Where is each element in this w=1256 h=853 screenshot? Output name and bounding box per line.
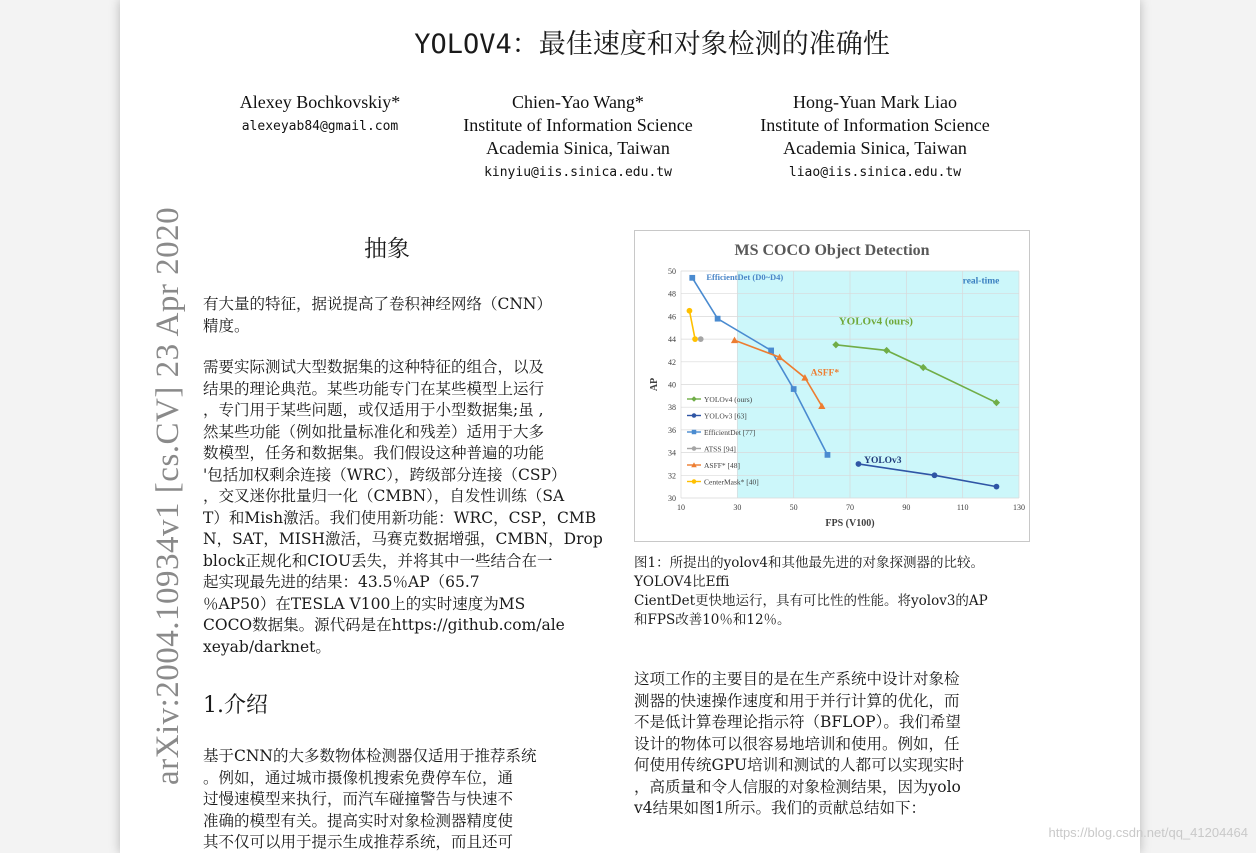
figure-1-chart: [634, 230, 1030, 542]
text-line: T）和Mish激活。我们使用新功能：WRC，CSP，CMB: [203, 508, 597, 527]
legend-entry: CenterMask* [40]: [704, 477, 759, 487]
text-line: 何使用传统GPU培训和测试的人都可以实现实时: [634, 756, 965, 774]
y-tick-label: 34: [668, 448, 676, 458]
author-affiliation: Academia Sinica, Taiwan: [486, 138, 670, 158]
author-2: [438, 91, 718, 184]
abstract-paragraph-2: [203, 357, 603, 658]
legend-marker: [692, 446, 696, 450]
author-affiliation: Institute of Information Science: [463, 115, 693, 135]
text-line: 精度。: [203, 316, 250, 335]
series-line-5: [689, 311, 695, 339]
data-point: [994, 484, 1000, 490]
author-3: [735, 91, 1015, 184]
x-tick-label: 110: [956, 503, 969, 512]
text-line: ，交叉迷你批量归一化（CMBN），自发性训练（SA: [203, 487, 565, 505]
chart-annotation: EfficientDet (D0~D4): [706, 272, 784, 283]
y-tick-label: 42: [668, 357, 676, 367]
abstract-heading: 抽象: [364, 236, 410, 262]
arxiv-id-text: arXiv:2004.10934v1 [cs.CV] 23 Apr 2020: [150, 206, 186, 785]
text-line: 这项工作的主要目的是在生产系统中设计对象检: [634, 670, 960, 688]
x-tick-label: 130: [1013, 503, 1025, 512]
data-point: [932, 472, 938, 478]
y-axis-label: AP: [649, 377, 660, 392]
text-line: 有大量的特征，据说提高了卷积神经网络（CNN）: [203, 295, 552, 313]
data-point: [689, 275, 695, 281]
right-column-paragraph: [634, 669, 964, 820]
author-name: Alexey Bochkovskiy*: [239, 92, 401, 112]
text-line: xeyab/darknet。: [203, 637, 331, 656]
text-line: v4结果如图1所示。我们的贡献总结如下：: [634, 799, 926, 817]
x-tick-label: 50: [789, 503, 798, 512]
text-line: 基于CNN的大多数物体检测器仅适用于推荐系统: [203, 747, 537, 765]
author-name: Chien-Yao Wang*: [512, 92, 644, 112]
text-line: 过慢速模型来执行，而汽车碰撞警告与快速不: [203, 790, 514, 808]
y-tick-label: 44: [668, 335, 676, 345]
data-point: [715, 316, 721, 322]
caption-line: YOLOV4比Effi: [634, 574, 730, 590]
figure-1-caption: [634, 554, 988, 630]
chart-annotation: YOLOv3: [864, 455, 902, 466]
legend-entry: YOLOv3 [63]: [704, 411, 747, 421]
data-point: [856, 461, 862, 467]
y-tick-label: 46: [668, 312, 676, 322]
data-point: [692, 336, 698, 342]
text-line: 。例如，通过城市摄像机搜索免费停车位，通: [203, 768, 514, 787]
x-tick-label: 70: [846, 503, 854, 512]
text-line: COCO数据集。源代码是在https://github.com/ale: [203, 616, 565, 634]
chart-title: MS COCO Object Detection: [734, 242, 930, 259]
text-line: 其不仅可以用于提示生成推荐系统，而且还可: [203, 833, 514, 851]
text-line: ％AP50）在TESLA V100上的实时速度为MS: [203, 594, 526, 613]
chart-annotation: ASFF*: [810, 368, 840, 379]
chart-annotation: YOLOv4 (ours): [838, 315, 913, 328]
legend-marker: [692, 479, 696, 483]
text-line: block正规化和CIOU丢失，并将其中一些结合在一: [203, 551, 553, 570]
text-line: 准确的模型有关。提高实时对象检测器精度使: [203, 811, 514, 830]
y-tick-label: 48: [668, 289, 676, 299]
text-line: 设计的物体可以很容易地培训和使用。例如，任: [634, 734, 960, 753]
caption-line: 和FPS改善10％和12％。: [634, 612, 791, 628]
x-tick-label: 90: [902, 503, 911, 512]
y-tick-label: 30: [668, 494, 676, 503]
caption-line: CientDet更快地运行，具有可比性的性能。将yolov3的AP: [634, 593, 988, 609]
legend-entry: ASFF* [48]: [704, 461, 741, 470]
y-tick-label: 40: [668, 380, 676, 390]
text-line: 然某些功能（例如批量标准化和残差）适用于大多: [203, 422, 545, 441]
legend-marker: [691, 396, 697, 402]
author-email: liao@iis.sinica.edu.tw: [788, 165, 962, 180]
author-1: [220, 91, 420, 138]
watermark: https://blog.csdn.net/qq_41204464: [1048, 825, 1248, 840]
introduction-paragraph: [203, 746, 537, 853]
legend-entry: ATSS [94]: [704, 444, 736, 454]
y-tick-label: 50: [668, 267, 676, 276]
author-email: alexeyab84@gmail.com: [241, 119, 399, 134]
x-tick-label: 30: [733, 503, 742, 512]
y-tick-label: 36: [668, 425, 676, 435]
author-affiliation: Institute of Information Science: [760, 115, 990, 135]
paper-page: [120, 0, 1140, 853]
legend-entry: YOLOv4 (ours): [704, 395, 753, 404]
y-tick-label: 32: [668, 471, 676, 481]
legend-entry: EfficientDet [77]: [704, 428, 756, 437]
y-tick-label: 38: [668, 403, 676, 413]
text-line: ，高质量和令人信服的对象检测结果，因为yolo: [634, 777, 961, 796]
text-line: '包括加权剩余连接（WRC），跨级部分连接（CSP）: [203, 465, 567, 484]
legend-marker: [692, 413, 696, 417]
x-tick-label: 10: [677, 503, 685, 512]
abstract-paragraph-1: [203, 294, 552, 337]
text-line: 起实现最先进的结果：43.5％AP（65.7: [203, 573, 480, 591]
paper-title: YOLOV4：最佳速度和对象检测的准确性: [414, 29, 890, 60]
data-point: [698, 336, 704, 342]
text-line: ，专门用于某些问题，或仅适用于小型数据集;虽 ,: [203, 401, 544, 419]
arxiv-identifier: [148, 200, 188, 785]
author-email: kinyiu@iis.sinica.edu.tw: [484, 165, 672, 180]
x-axis-label: FPS (V100): [825, 518, 875, 529]
data-point: [791, 386, 797, 392]
text-line: 测器的快速操作速度和用于并行计算的优化，而: [634, 691, 960, 710]
text-line: 结果的理论典范。某些功能专门在某些模型上运行: [203, 379, 545, 398]
text-line: 不是低计算卷理论指示符（BFLOP）。我们希望: [634, 713, 961, 731]
author-name: Hong-Yuan Mark Liao: [793, 92, 957, 112]
text-line: 需要实际测试大型数据集的这种特征的组合，以及: [203, 358, 545, 376]
text-line: 数模型，任务和数据集。我们假设这种普遍的功能: [203, 444, 545, 462]
caption-line: 图1：所提出的yolov4和其他最先进的对象探测器的比较。: [634, 555, 985, 571]
author-affiliation: Academia Sinica, Taiwan: [783, 138, 967, 158]
data-point: [687, 308, 693, 314]
text-line: N，SAT，MISH激活，马赛克数据增强，CMBN，Drop: [203, 530, 603, 548]
legend-marker: [692, 430, 696, 434]
data-point: [825, 452, 831, 458]
section-heading-introduction: 1.介绍: [203, 693, 268, 718]
chart-svg: [635, 231, 1029, 541]
chart-annotation: real-time: [962, 276, 1000, 287]
